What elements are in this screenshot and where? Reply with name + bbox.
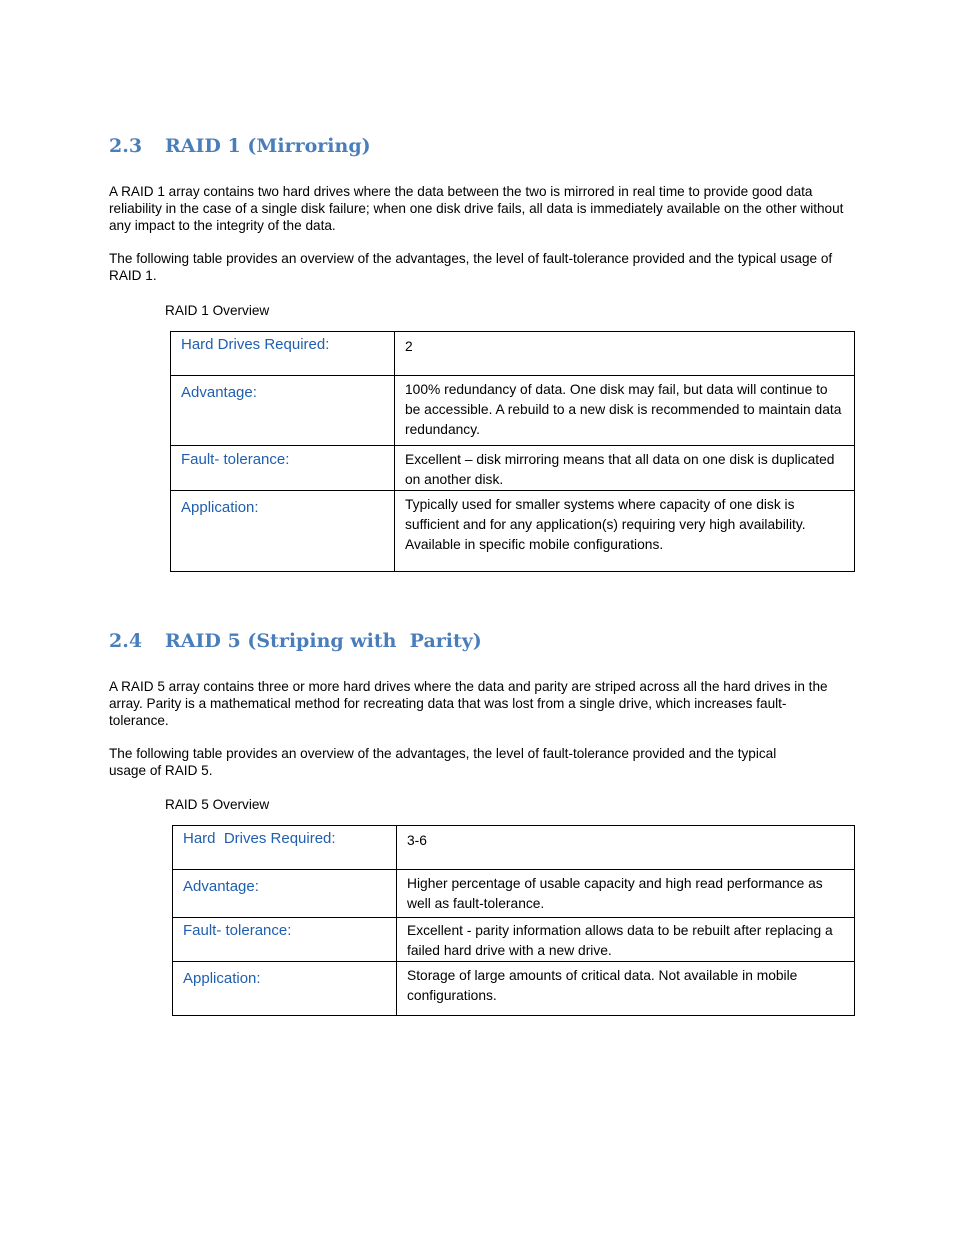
row-label-cell bbox=[171, 446, 395, 491]
table-row bbox=[173, 870, 855, 918]
row-label-cell bbox=[171, 376, 395, 446]
row-value-cell bbox=[395, 446, 855, 491]
section-heading-raid5 bbox=[109, 630, 482, 652]
raid5-table-intro: The following table provides an overview of the advantages, the level of fault-tolerance provided and the typical usage of RAID 5. bbox=[109, 746, 777, 778]
row-label-cell bbox=[173, 962, 397, 1016]
table-row bbox=[173, 826, 855, 870]
table-row bbox=[171, 446, 855, 491]
row-label: Advantage: bbox=[183, 878, 259, 895]
table-row bbox=[173, 962, 855, 1016]
row-value: Typically used for smaller systems where capacity of one disk is sufficient and for any application(s) requiring very high availability. Available in specific mobile configurations. bbox=[405, 497, 806, 552]
row-label: Hard Drives Required: bbox=[183, 830, 336, 847]
row-label-cell bbox=[171, 491, 395, 572]
section-number: 2.3 bbox=[109, 135, 143, 157]
row-value-cell bbox=[395, 376, 855, 446]
row-value: Excellent – disk mirroring means that all data on one disk is duplicated on another disk. bbox=[405, 452, 835, 487]
raid1-table-intro: The following table provides an overview of the advantages, the level of fault-tolerance provided and the typical usage of RAID 1. bbox=[109, 251, 833, 283]
row-label: Fault- tolerance: bbox=[181, 451, 290, 468]
row-value-cell bbox=[395, 491, 855, 572]
row-value-cell bbox=[397, 962, 855, 1016]
section-title: RAID 1 (Mirroring) bbox=[165, 135, 371, 157]
section-heading-raid1 bbox=[109, 135, 371, 157]
raid5-overview-table bbox=[172, 825, 855, 1016]
table-row bbox=[171, 332, 855, 376]
raid1-description: A RAID 1 array contains two hard drives where the data between the two is mirrored in real time to provide good data reliability in the case of a single disk failure; when one disk drive fails, all data is immediately available on the other without any impact to the integrity of the data. bbox=[109, 184, 844, 233]
row-label: Hard Drives Required: bbox=[181, 336, 330, 353]
row-label: Fault- tolerance: bbox=[183, 922, 292, 939]
row-label-cell bbox=[173, 826, 397, 870]
row-value: Higher percentage of usable capacity and high read performance as well as fault-tolerance. bbox=[407, 876, 823, 911]
raid5-description: A RAID 5 array contains three or more hard drives where the data and parity are striped across all the hard drives in the array. Parity is a mathematical method for recreating data that was lost from a single drive, which increases fault-tolerance. bbox=[109, 679, 828, 728]
raid1-overview-table bbox=[170, 331, 855, 572]
row-value: Storage of large amounts of critical data. Not available in mobile configurations. bbox=[407, 968, 798, 1003]
row-value: 3-6 bbox=[407, 833, 427, 848]
row-label-cell bbox=[173, 870, 397, 918]
row-value: 100% redundancy of data. One disk may fail, but data will continue to be accessible. A rebuild to a new disk is recommended to maintain data redundancy. bbox=[405, 382, 842, 437]
row-label: Application: bbox=[181, 499, 259, 516]
row-label: Advantage: bbox=[181, 384, 257, 401]
row-value-cell bbox=[397, 826, 855, 870]
table-row bbox=[171, 376, 855, 446]
raid1-table-caption: RAID 1 Overview bbox=[165, 303, 270, 318]
table-row bbox=[173, 918, 855, 962]
raid5-table-caption: RAID 5 Overview bbox=[165, 797, 270, 812]
section-number: 2.4 bbox=[109, 630, 143, 652]
row-value-cell bbox=[397, 870, 855, 918]
row-label: Application: bbox=[183, 970, 261, 987]
row-value: 2 bbox=[405, 339, 413, 354]
row-value: Excellent - parity information allows data to be rebuilt after replacing a failed hard drive with a new drive. bbox=[407, 923, 833, 958]
section-title: RAID 5 (Striping with Parity) bbox=[165, 630, 482, 652]
table-row bbox=[171, 491, 855, 572]
row-value-cell bbox=[395, 332, 855, 376]
row-label-cell bbox=[173, 918, 397, 962]
row-value-cell bbox=[397, 918, 855, 962]
row-label-cell bbox=[171, 332, 395, 376]
